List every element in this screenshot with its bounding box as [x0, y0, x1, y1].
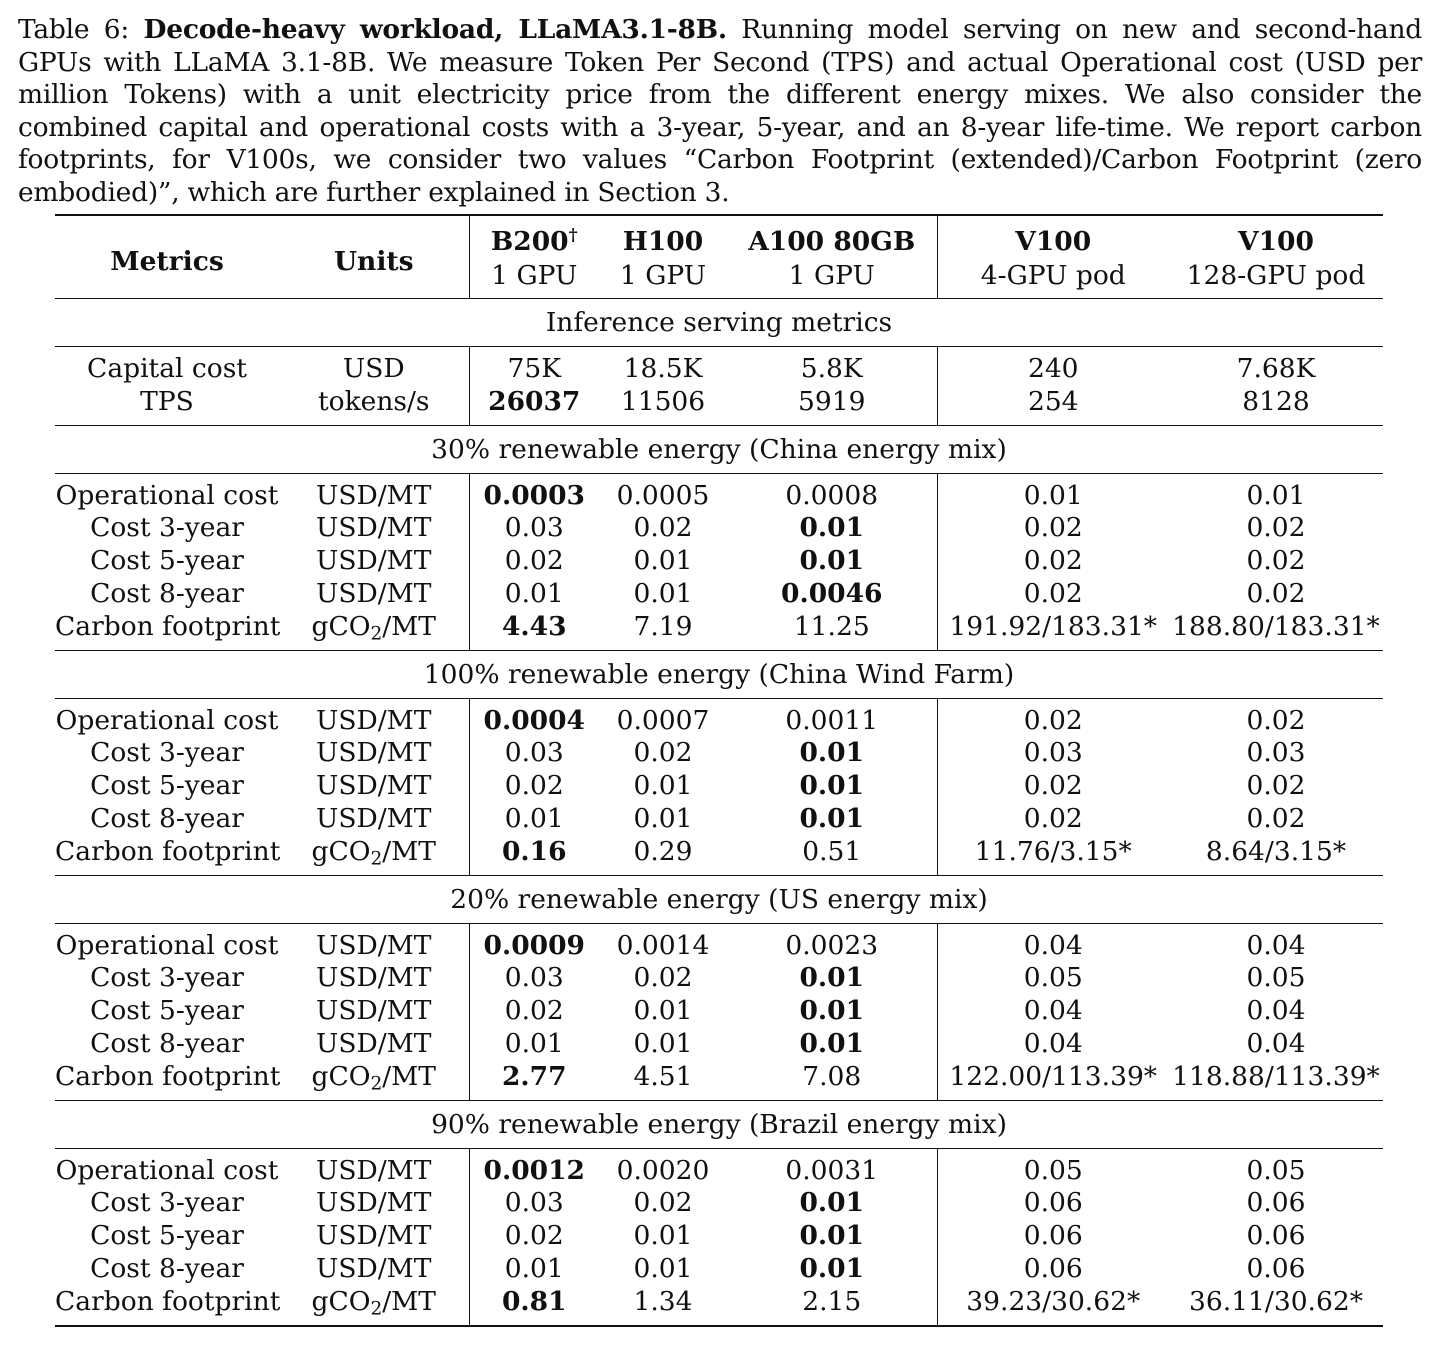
- value-cell: 0.0004: [469, 698, 599, 737]
- value-cell: 0.02: [937, 512, 1169, 545]
- value-cell: 254: [937, 386, 1169, 425]
- value-cell: 0.02: [1246, 577, 1306, 609]
- section-row: [55, 299, 1383, 347]
- value-cell: 0.01: [633, 1252, 693, 1284]
- header-gpu-h100: H100: [599, 215, 727, 258]
- caption-label: Table 6:: [18, 14, 144, 45]
- value-cell: 0.02: [633, 962, 693, 994]
- value-cell: 0.03: [469, 962, 599, 995]
- value-cell: 0.02: [469, 545, 599, 578]
- table-row: [55, 473, 1383, 512]
- table-row: [55, 347, 1383, 386]
- unit-label: USD/MT: [316, 1154, 432, 1186]
- unit-label: USD/MT: [316, 1027, 432, 1059]
- unit-label: USD/MT: [316, 1187, 432, 1219]
- unit-label: gCO$_2$/MT: [311, 610, 436, 645]
- metric-label: Cost 8-year: [90, 802, 244, 834]
- value-cell: 0.0007: [616, 704, 710, 736]
- value-cell: 0.01: [799, 802, 865, 834]
- value-cell: 0.02: [937, 770, 1169, 803]
- value-cell: 0.02: [1246, 512, 1306, 544]
- value-cell: 0.04: [1246, 929, 1306, 961]
- table-row: [55, 770, 1383, 803]
- value-cell: 8.64/3.15*: [1205, 835, 1347, 867]
- value-cell: 0.02: [633, 512, 693, 544]
- value-cell: 0.06: [937, 1220, 1169, 1253]
- metric-label: Cost 5-year: [90, 545, 244, 577]
- metric-label: Cost 5-year: [90, 995, 244, 1027]
- metric-label: Cost 3-year: [90, 962, 244, 994]
- metric-label: Cost 8-year: [90, 1027, 244, 1059]
- table-row: [55, 803, 1383, 836]
- value-cell: 0.0023: [785, 929, 879, 961]
- metric-label: Carbon footprint: [55, 1286, 279, 1326]
- table-row: [55, 1061, 1383, 1100]
- value-cell: 0.01: [1246, 479, 1306, 511]
- metric-label: Cost 5-year: [90, 770, 244, 802]
- value-cell: 0.04: [937, 1028, 1169, 1061]
- metric-label: Cost 3-year: [90, 512, 244, 544]
- value-cell: 0.06: [1246, 1187, 1306, 1219]
- value-cell: 0.05: [1246, 1154, 1306, 1186]
- section-row: [55, 1100, 1383, 1148]
- value-cell: 0.01: [799, 512, 865, 544]
- value-cell: 0.01: [633, 770, 693, 802]
- value-cell: 7.19: [633, 610, 693, 642]
- value-cell: 1.34: [599, 1286, 727, 1326]
- value-cell: 11.25: [793, 610, 870, 642]
- unit-label: USD/MT: [316, 770, 432, 802]
- value-cell: 0.02: [633, 737, 693, 769]
- value-cell: 118.88/113.39*: [1172, 1060, 1380, 1092]
- value-cell: 0.02: [469, 770, 599, 803]
- value-cell: 0.0008: [785, 479, 879, 511]
- value-cell: 4.43: [469, 611, 599, 650]
- value-cell: 240: [937, 347, 1169, 386]
- header-metrics: Metrics: [55, 215, 279, 299]
- table-row: [55, 698, 1383, 737]
- value-cell: 0.03: [469, 737, 599, 770]
- table-row: [55, 578, 1383, 611]
- section-row: [55, 650, 1383, 698]
- value-cell: 0.03: [937, 737, 1169, 770]
- value-cell: 0.0046: [781, 577, 883, 609]
- value-cell: 0.01: [799, 1187, 865, 1219]
- value-cell: 0.01: [799, 1252, 865, 1284]
- value-cell: 0.05: [1246, 962, 1306, 994]
- value-cell: 0.04: [937, 923, 1169, 962]
- metric-label: Carbon footprint: [55, 1060, 281, 1092]
- unit-label: USD/MT: [316, 545, 432, 577]
- metric-label: Cost 3-year: [90, 1187, 244, 1219]
- unit-label: gCO$_2$/MT: [311, 1060, 436, 1095]
- unit-label: USD/MT: [316, 479, 432, 511]
- value-cell: 0.01: [633, 995, 693, 1027]
- value-cell: 0.01: [799, 962, 865, 994]
- table-row: [55, 1148, 1383, 1187]
- header-gpu-b200: B200†: [469, 215, 599, 258]
- value-cell: 0.16: [469, 836, 599, 875]
- metric-label: Cost 8-year: [90, 577, 244, 609]
- table-row: [55, 386, 1383, 425]
- table-row: [55, 962, 1383, 995]
- value-cell: 0.0009: [469, 923, 599, 962]
- metric-label: Operational cost: [55, 479, 279, 511]
- header-row: [55, 215, 1383, 258]
- results-table: [55, 214, 1383, 1327]
- value-cell: 5.8K: [800, 353, 863, 384]
- table-row: [55, 1028, 1383, 1061]
- metric-label: Operational cost: [55, 929, 279, 961]
- value-cell: 0.04: [937, 995, 1169, 1028]
- metric-label: Operational cost: [55, 704, 279, 736]
- unit-label: USD/MT: [316, 512, 432, 544]
- header-sub-b200: 1 GPU: [469, 258, 599, 299]
- metric-label: Cost 8-year: [90, 1252, 244, 1284]
- value-cell: 36.11/30.62*: [1169, 1286, 1383, 1326]
- value-cell: 0.02: [937, 803, 1169, 836]
- value-cell: 0.0003: [469, 473, 599, 512]
- table-row: [55, 545, 1383, 578]
- header-sub-h100: 1 GPU: [619, 259, 707, 291]
- value-cell: 0.04: [1246, 995, 1306, 1027]
- section-title: Inference serving metrics: [55, 299, 1383, 347]
- value-cell: 0.02: [1246, 545, 1306, 577]
- value-cell: 0.01: [633, 802, 693, 834]
- value-cell: 0.06: [937, 1187, 1169, 1220]
- section-title: 90% renewable energy (Brazil energy mix): [55, 1100, 1383, 1148]
- value-cell: 0.01: [799, 770, 865, 802]
- value-cell: 0.0005: [616, 479, 710, 511]
- value-cell: 0.01: [469, 1253, 599, 1286]
- value-cell: 0.02: [937, 545, 1169, 578]
- value-cell: 0.02: [1246, 704, 1306, 736]
- header-gpu-a100: A100 80GB: [727, 215, 937, 258]
- value-cell: 0.0014: [616, 929, 710, 961]
- value-cell: 0.01: [799, 545, 865, 577]
- unit-label: USD/MT: [316, 995, 432, 1027]
- table-row: [55, 1187, 1383, 1220]
- value-cell: 0.01: [469, 1028, 599, 1061]
- value-cell: 0.0031: [785, 1154, 879, 1186]
- results-table-container: [55, 214, 1383, 1327]
- metric-label: Operational cost: [55, 1154, 279, 1186]
- value-cell: 11.76/3.15*: [937, 836, 1169, 875]
- value-cell: 191.92/183.31*: [937, 611, 1169, 650]
- value-cell: 39.23/30.62*: [937, 1286, 1169, 1326]
- value-cell: 0.01: [937, 473, 1169, 512]
- value-cell: 0.06: [1246, 1252, 1306, 1284]
- section-title: 30% renewable energy (China energy mix): [55, 425, 1383, 473]
- value-cell: 0.05: [937, 962, 1169, 995]
- value-cell: 0.02: [1246, 802, 1306, 834]
- metric-label: Carbon footprint: [55, 835, 281, 867]
- value-cell: 0.01: [799, 1027, 865, 1059]
- value-cell: 4.51: [633, 1060, 693, 1092]
- table-body: [55, 215, 1383, 1326]
- value-cell: 0.03: [469, 1187, 599, 1220]
- value-cell: 0.02: [937, 578, 1169, 611]
- metric-label: Carbon footprint: [55, 610, 281, 642]
- header-units: Units: [279, 215, 469, 299]
- value-cell: 7.68K: [1236, 353, 1316, 384]
- table-row: [55, 737, 1383, 770]
- value-cell: 0.02: [633, 1187, 693, 1219]
- table-row: [55, 923, 1383, 962]
- table-row: [55, 995, 1383, 1028]
- value-cell: 0.02: [469, 1220, 599, 1253]
- value-cell: 0.01: [469, 803, 599, 836]
- metric-label: Cost 3-year: [90, 737, 244, 769]
- unit-label: gCO$_2$/MT: [311, 835, 436, 870]
- value-cell: 0.51: [802, 835, 862, 867]
- value-cell: 122.00/113.39*: [937, 1061, 1169, 1100]
- section-row: [55, 425, 1383, 473]
- section-row: [55, 875, 1383, 923]
- caption-text: Running model serving on new and second-hand GPUs with LLaMA 3.1-8B. We measure Token Per Second (TPS) and actual Operational cost (USD per million Tokens) with a unit electricity price from the different energy mixes. We also consider the combined capital and operational costs with a 3-year, 5-year, and an 8-year life-time. We report carbon footprints, for V100s, we consider two values “Carbon Footprint (extended)/Carbon Footprint (zero embodied)”, which are further explained in Section 3.: [18, 14, 1423, 208]
- unit-label: USD/MT: [316, 577, 432, 609]
- unit-label: USD/MT: [316, 1220, 432, 1252]
- value-cell: 0.03: [1246, 737, 1306, 769]
- value-cell: 0.0020: [616, 1154, 710, 1186]
- table-row: [55, 836, 1383, 875]
- value-cell: 2.77: [469, 1061, 599, 1100]
- value-cell: 0.29: [633, 835, 693, 867]
- value-cell: 18.5K: [623, 353, 703, 384]
- value-cell: 0.04: [1246, 1027, 1306, 1059]
- value-cell: 0.0012: [469, 1148, 599, 1187]
- unit-label: USD: [342, 353, 405, 384]
- table-row: [55, 512, 1383, 545]
- value-cell: 0.01: [799, 1220, 865, 1252]
- section-title: 20% renewable energy (US energy mix): [55, 875, 1383, 923]
- value-cell: 0.01: [633, 1220, 693, 1252]
- value-cell: 0.81: [469, 1286, 599, 1326]
- unit-label: USD/MT: [316, 1252, 432, 1284]
- value-cell: 75K: [469, 347, 599, 386]
- unit-label: USD/MT: [316, 704, 432, 736]
- unit-label: USD/MT: [316, 929, 432, 961]
- unit-label: USD/MT: [316, 737, 432, 769]
- value-cell: 188.80/183.31*: [1172, 610, 1380, 642]
- value-cell: 0.01: [633, 577, 693, 609]
- value-cell: 0.06: [937, 1253, 1169, 1286]
- unit-label: USD/MT: [316, 962, 432, 994]
- table-caption: [18, 14, 1422, 209]
- header-sub-v100-4pod: 4-GPU pod: [937, 258, 1169, 299]
- value-cell: 26037: [469, 386, 599, 425]
- value-cell: 11506: [620, 385, 706, 417]
- table-row: [55, 611, 1383, 650]
- header-gpu-v100-4pod: V100: [937, 215, 1169, 258]
- value-cell: 0.01: [469, 578, 599, 611]
- value-cell: 8128: [1242, 385, 1310, 417]
- value-cell: 0.02: [1246, 770, 1306, 802]
- header-sub-a100: 1 GPU: [788, 259, 875, 291]
- section-title: 100% renewable energy (China Wind Farm): [55, 650, 1383, 698]
- value-cell: 0.01: [633, 1027, 693, 1059]
- value-cell: 0.01: [799, 737, 865, 769]
- value-cell: 7.08: [802, 1060, 862, 1092]
- value-cell: 0.01: [799, 995, 865, 1027]
- table-row: [55, 1286, 1383, 1326]
- unit-label: USD/MT: [316, 802, 432, 834]
- header-gpu-v100-128pod: V100: [1169, 215, 1383, 258]
- value-cell: 0.05: [937, 1148, 1169, 1187]
- table-row: [55, 1253, 1383, 1286]
- value-cell: 5919: [798, 385, 866, 417]
- table-row: [55, 1220, 1383, 1253]
- value-cell: 0.02: [469, 995, 599, 1028]
- metric-label: TPS: [140, 385, 194, 417]
- value-cell: 0.01: [633, 545, 693, 577]
- unit-label: tokens/s: [317, 385, 430, 417]
- header-sub-v100-128pod: 128-GPU pod: [1186, 259, 1366, 291]
- value-cell: 2.15: [727, 1286, 937, 1326]
- metric-label: Cost 5-year: [90, 1220, 244, 1252]
- unit-label: gCO$_2$/MT: [279, 1286, 469, 1326]
- value-cell: 0.02: [937, 698, 1169, 737]
- value-cell: 0.0011: [785, 704, 879, 736]
- caption-lead: Decode-heavy workload, LLaMA3.1-8B.: [143, 14, 727, 45]
- metric-label: Capital cost: [87, 353, 247, 384]
- value-cell: 0.03: [469, 512, 599, 545]
- value-cell: 0.06: [1246, 1220, 1306, 1252]
